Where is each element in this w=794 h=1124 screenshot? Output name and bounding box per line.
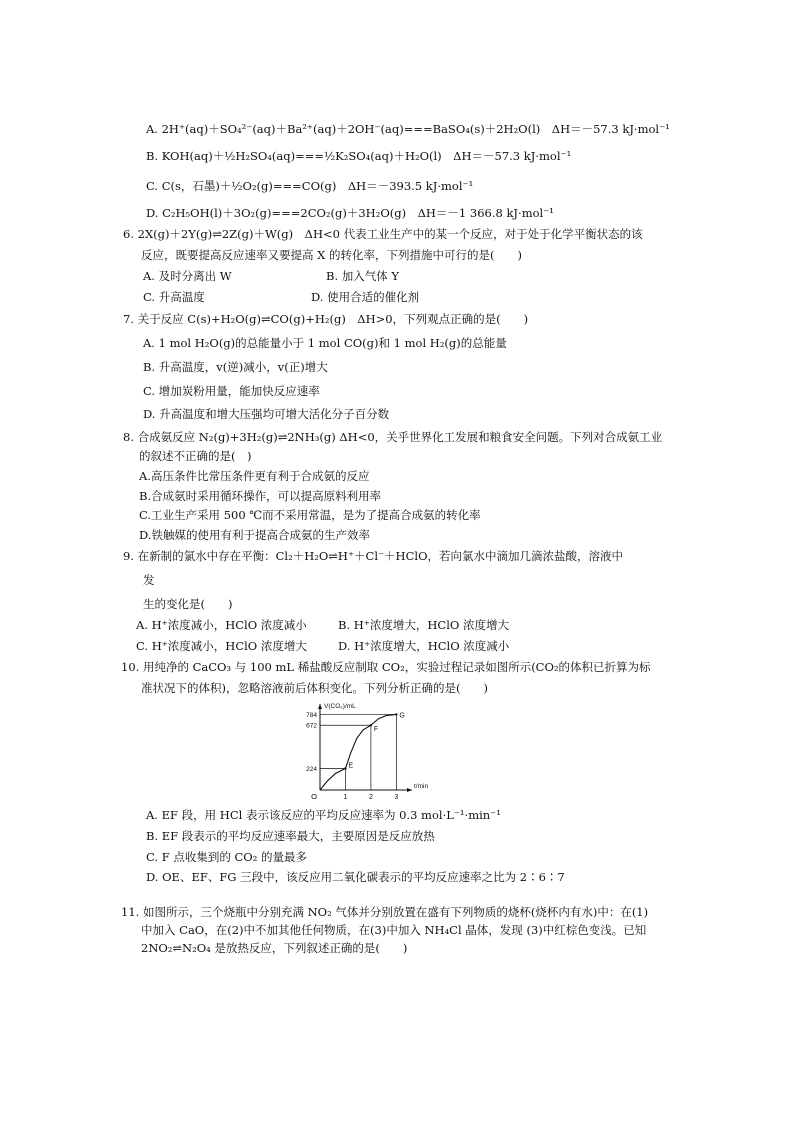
q10-option-a: A. EF 段，用 HCl 表示该反应的平均反应速率为 0.3 mol·L⁻¹·min⁻¹: [146, 808, 501, 822]
q11-stem-line3: 2NO₂⇌N₂O₄ 是放热反应，下列叙述正确的是( ): [141, 941, 408, 955]
q6-option-c: C. 升高温度: [143, 290, 205, 304]
q8-option-c: C.工业生产采用 500 ℃而不采用常温，是为了提高合成氨的转化率: [139, 508, 481, 522]
y-tick-label-224: 224: [306, 765, 317, 773]
q9-option-b: B. H⁺浓度增大，HClO 浓度增大: [338, 618, 509, 632]
q8-option-d: D.铁触媒的使用有利于提高合成氨的生产效率: [139, 528, 370, 542]
graph-labels: [306, 703, 428, 801]
q7-option-b: B. 升高温度，v(逆)减小，v(正)增大: [143, 360, 328, 374]
q9-option-a: A. H⁺浓度减小，HClO 浓度减小: [136, 618, 307, 632]
graph-axes: [318, 704, 412, 792]
point-label-E: E: [348, 762, 354, 770]
y-tick-label-672: 672: [306, 722, 317, 730]
x-axis-arrow: [407, 788, 412, 792]
q5-option-c: C. C(s，石墨)＋½O₂(g)===CO(g) ΔH＝－393.5 kJ·mol⁻¹: [146, 179, 474, 193]
q6-option-b: B. 加入气体 Y: [326, 269, 400, 283]
q8-stem-line2: 的叙述不正确的是( ): [139, 449, 252, 463]
q6-option-d: D. 使用合适的催化剂: [311, 290, 420, 304]
q10-option-d: D. OE、EF、FG 三段中，该反应用二氧化碳表示的平均反应速率之比为 2∶6∶7: [146, 870, 565, 884]
q5-option-d: D. C₂H₅OH(l)＋3O₂(g)===2CO₂(g)＋3H₂O(g) ΔH＝－1 366.8 kJ·mol⁻¹: [146, 206, 554, 220]
q9-option-d: D. H⁺浓度增大，HClO 浓度减小: [338, 639, 510, 653]
y-axis-arrow: [318, 704, 322, 709]
y-axis-label: V(CO₂)/mL: [324, 703, 356, 710]
q5-option-b: B. KOH(aq)＋½H₂SO₄(aq)===½K₂SO₄(aq)＋H₂O(l) ΔH＝－57.3 kJ·mol⁻¹: [146, 149, 572, 163]
point-label-G: G: [399, 712, 405, 720]
co2-volume-time-graph: [292, 698, 532, 802]
q10-stem-line1: 10. 用纯净的 CaCO₃ 与 100 mL 稀盐酸反应制取 CO₂，实验过程记录如图所示(CO₂的体积已折算为标: [121, 660, 651, 674]
q5-option-a: A. 2H⁺(aq)＋SO₄²⁻(aq)＋Ba²⁺(aq)＋2OH⁻(aq)===BaSO₄(s)＋2H₂O(l) ΔH＝－57.3 kJ·mol⁻¹: [146, 122, 670, 136]
origin-label: O: [311, 792, 317, 801]
q7-option-c: C. 增加炭粉用量，能加快反应速率: [143, 384, 320, 398]
y-tick-label-784: 784: [306, 711, 317, 719]
x-axis-label: t/min: [414, 783, 429, 790]
q9-option-c: C. H⁺浓度减小，HClO 浓度增大: [136, 639, 307, 653]
q9-stem-line3: 生的变化是( ): [143, 597, 233, 611]
q7-option-d: D. 升高温度和增大压强均可增大活化分子百分数: [143, 407, 390, 421]
q7-stem: 7. 关于反应 C(s)+H₂O(g)⇌CO(g)+H₂(g) ΔH>0，下列观点正确的是( ): [123, 312, 529, 326]
q6-option-a: A. 及时分离出 W: [143, 269, 232, 283]
q8-stem-line1: 8. 合成氨反应 N₂(g)+3H₂(g)⇌2NH₃(g) ΔH<0，关乎世界化工发展和粮食安全问题。下列对合成氨工业: [123, 430, 663, 444]
q6-stem-line1: 6. 2X(g)＋2Y(g)⇌2Z(g)＋W(g) ΔH<0 代表工业生产中的某一个反应，对于处于化学平衡状态的该: [123, 227, 643, 241]
graph-guides: [320, 714, 396, 790]
point-E: [344, 767, 346, 769]
q9-stem-line1: 9. 在新制的氯水中存在平衡：Cl₂＋H₂O⇌H⁺＋Cl⁻＋HClO，若向氯水中滴加几滴浓盐酸，溶液中: [123, 549, 623, 563]
q10-option-c: C. F 点收集到的 CO₂ 的量最多: [146, 850, 307, 864]
point-G: [395, 713, 397, 715]
q10-option-b: B. EF 段表示的平均反应速率最大，主要原因是反应放热: [146, 829, 435, 843]
q10-stem-line2: 准状况下的体积)，忽略溶液前后体积变化。下列分析正确的是( ): [141, 681, 488, 695]
x-tick-label-1: 1: [343, 794, 348, 801]
q11-stem-line1: 11. 如图所示，三个烧瓶中分别充满 NO₂ 气体并分别放置在盛有下列物质的烧杯(烧杯内有水)中：在(1): [121, 905, 649, 919]
q6-stem-line2: 反应，既要提高反应速率又要提高 X 的转化率，下列措施中可行的是( ): [141, 248, 522, 262]
q11-stem-line2: 中加入 CaO，在(2)中不加其他任何物质，在(3)中加入 NH₄Cl 晶体，发现 (3)中红棕色变浅。已知: [141, 923, 647, 937]
q9-stem-line2: 发: [143, 573, 155, 587]
point-F: [370, 724, 372, 726]
q8-option-b: B.合成氨时采用循环操作，可以提高原料利用率: [139, 489, 382, 503]
point-label-F: F: [373, 726, 379, 734]
x-tick-label-2: 2: [368, 794, 373, 801]
x-tick-label-3: 3: [394, 794, 399, 801]
q7-option-a: A. 1 mol H₂O(g)的总能量小于 1 mol CO(g)和 1 mol H₂(g)的总能量: [143, 336, 507, 350]
q8-option-a: A.高压条件比常压条件更有利于合成氨的反应: [139, 469, 370, 483]
co2-curve: [320, 714, 396, 790]
